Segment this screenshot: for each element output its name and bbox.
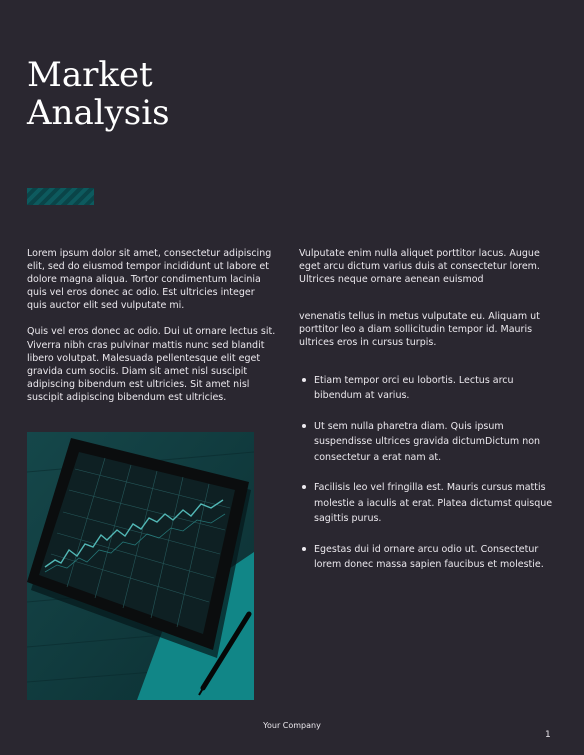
page-title: [27, 56, 170, 132]
bullet-dot-icon: [302, 485, 306, 489]
page-number: 1: [545, 730, 551, 740]
bullet-item: [302, 480, 559, 527]
title-line-2: Analysis: [27, 93, 170, 133]
bullet-item: [302, 373, 559, 404]
bullet-dot-icon: [302, 378, 306, 382]
accent-bar: [27, 188, 94, 205]
right-paragraph-1: Vulputate enim nulla aliquet porttitor lacus. Augue eget arcu dictum varius duis at consectetur lorem. Ultrices neque ornare aenean euismod: [299, 248, 540, 286]
bullet-dot-icon: [302, 547, 306, 551]
footer-company: Your Company: [263, 721, 321, 730]
bullet-text: Etiam tempor orci eu lobortis. Lectus arcu bibendum at varius.: [314, 374, 514, 402]
bullet-item: [302, 419, 559, 466]
tablet-stock-chart-image: [27, 432, 254, 700]
bullet-text: Egestas dui id ornare arcu odio ut. Consectetur lorem donec massa sapien faucibus et molestie.: [314, 543, 544, 571]
bullet-dot-icon: [302, 424, 306, 428]
bullet-item: [302, 542, 559, 573]
right-paragraph-2: venenatis tellus in metus vulputate eu. Aliquam ut porttitor leo a diam sollicitudin tempor id. Mauris ultrices eros in cursus turpis.: [299, 311, 540, 349]
bullet-list: [299, 373, 559, 573]
right-column: [299, 247, 559, 588]
title-line-1: Market: [27, 55, 153, 95]
left-column: [27, 247, 277, 404]
bullet-text: Ut sem nulla pharetra diam. Quis ipsum suspendisse ultrices gravida dictumDictum non consectetur a erat nam at.: [314, 420, 541, 463]
left-paragraph-2: Quis vel eros donec ac odio. Dui ut ornare lectus sit. Viverra nibh cras pulvinar mattis nunc sed blandit libero volutpat. Malesuada pellentesque elit eget gravida cum sociis. Diam sit amet nisl suscipit adipiscing bibendum est ultricies. Sit amet nisl suscipit adipiscing bibendum est ultricies.: [27, 326, 276, 403]
tablet-chart-photo: [27, 432, 254, 700]
bullet-text: Facilisis leo vel fringilla est. Mauris cursus mattis molestie a iaculis at erat. Platea dictumst quisque sagittis purus.: [314, 482, 553, 525]
left-paragraph-1: Lorem ipsum dolor sit amet, consectetur adipiscing elit, sed do eiusmod tempor incididunt ut labore et dolore magna aliqua. Tortor condimentum lacinia quis vel eros donec ac odio. Est ultricies integer quis auctor elit sed vulputate mi.: [27, 248, 272, 312]
